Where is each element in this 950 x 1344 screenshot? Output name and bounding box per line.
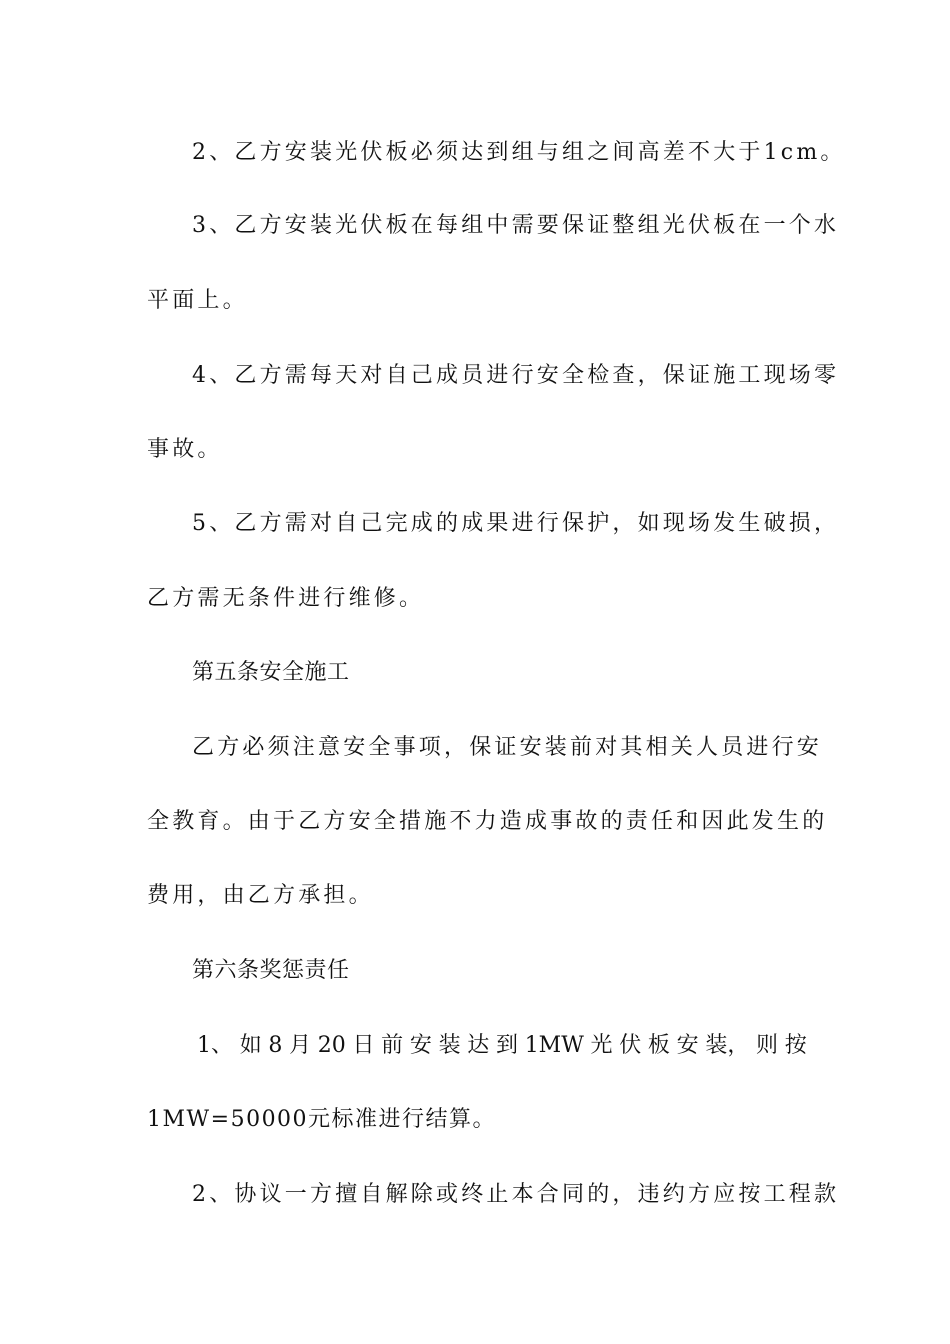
paragraph-line-justified xyxy=(197,1031,807,1061)
section-heading: 第六条奖惩责任 xyxy=(192,958,350,983)
paragraph-line: 全教育。由于乙方安全措施不力造成事故的责任和因此发生的 xyxy=(147,809,828,834)
paragraph-line: 2、协议一方擅自解除或终止本合同的，违约方应按工程款 xyxy=(192,1182,840,1207)
paragraph-line: 乙方必须注意安全事项，保证安装前对其相关人员进行安 xyxy=(192,735,823,760)
paragraph-line: 2、乙方安装光伏板必须达到组与组之间高差不大于1cm。 xyxy=(192,140,846,165)
word: 按 xyxy=(784,1033,807,1058)
paragraph-line: 平面上。 xyxy=(147,288,248,313)
paragraph-line: 事故。 xyxy=(147,437,223,462)
word: 到 xyxy=(495,1033,518,1058)
word: 如 xyxy=(239,1033,262,1058)
paragraph-line: 5、乙方需对自己完成的成果进行保护，如现场发生破损， xyxy=(192,511,840,536)
word: 8 xyxy=(268,1033,283,1058)
word: 前 xyxy=(381,1033,404,1058)
word: 光 xyxy=(590,1033,613,1058)
paragraph-line: 费用，由乙方承担。 xyxy=(147,883,374,908)
section-heading: 第五条安全施工 xyxy=(192,660,350,685)
paragraph-line: 4、乙方需每天对自己成员进行安全检查，保证施工现场零 xyxy=(192,363,840,388)
word: 伏 xyxy=(619,1033,642,1058)
word: 20 xyxy=(317,1033,346,1058)
paragraph-line: 1MW=50000元标准进行结算。 xyxy=(147,1107,497,1132)
word: 安 xyxy=(409,1033,432,1058)
word: 达 xyxy=(467,1033,490,1058)
word: 1、 xyxy=(197,1033,233,1058)
word: 日 xyxy=(352,1033,375,1058)
paragraph-line: 乙方需无条件进行维修。 xyxy=(147,586,425,611)
word: 装 xyxy=(438,1033,461,1058)
word: 1MW xyxy=(524,1033,584,1058)
word: 安 xyxy=(676,1033,699,1058)
word: 月 xyxy=(289,1033,312,1058)
paragraph-line: 3、乙方安装光伏板在每组中需要保证整组光伏板在一个水 xyxy=(192,213,840,238)
word: 则 xyxy=(756,1033,779,1058)
word: 装， xyxy=(705,1033,750,1058)
word: 板 xyxy=(647,1033,670,1058)
